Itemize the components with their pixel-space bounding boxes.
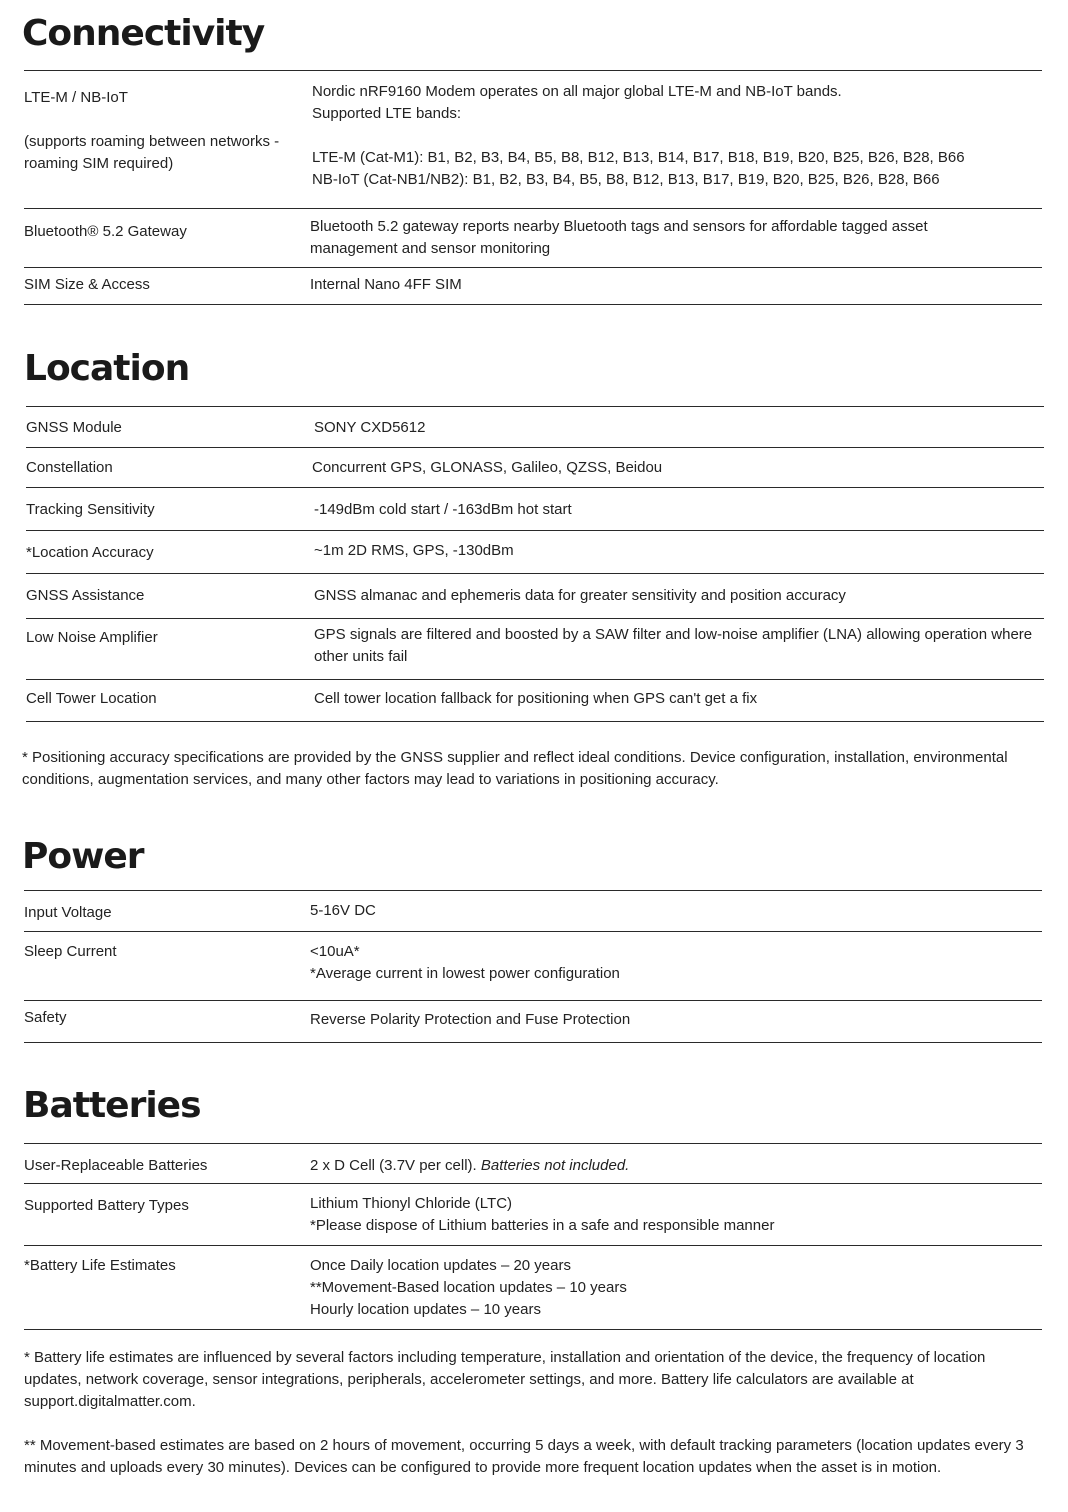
table-row <box>26 448 1044 488</box>
lte-value: Nordic nRF9160 Modem operates on all major global LTE-M and NB-IoT bands. Supported LTE bands: LTE-M (Cat-M1): B1, B2, B3, B4, B5, B8, B12, B13, B14, B17, B18, B19, B20, B25, B26, B28, B66 NB-IoT (Cat-NB1/NB2): B1, B2, B3, B4, B5, B8, B12, B13, B17, B19, B20, B25, B26, B28, B66 <box>312 83 965 188</box>
safety-value: Reverse Polarity Protection and Fuse Protection <box>310 1011 631 1028</box>
bluetooth-value: Bluetooth 5.2 gateway reports nearby Bluetooth tags and sensors for affordable tagged asset management and sensor monitoring <box>310 218 928 257</box>
movement-footnote: ** Movement-based estimates are based on 2 hours of movement, occurring 5 days a week, with default tracking parameters (location updates every 3 minutes and uploads every 30 minutes). Devices can be configured to provide more frequent location updates when the asset is in motion. <box>24 1437 1024 1476</box>
location-label: Cell Tower Location <box>26 690 157 707</box>
location-label: GNSS Assistance <box>26 587 145 604</box>
location-value: Concurrent GPS, GLONASS, Galileo, QZSS, Beidou <box>312 459 663 476</box>
location-value: ~1m 2D RMS, GPS, -130dBm <box>314 542 514 559</box>
table-row <box>24 891 1042 932</box>
battery-life-footnote: * Battery life estimates are influenced by several factors including temperature, installation and orientation of the device, the frequency of location updates, network coverage, sensor integrations, peripherals, accelerometer settings, and more. Battery life calculators are available at support.digitalmatter.com. <box>24 1349 986 1410</box>
location-value: Cell tower location fallback for positioning when GPS can't get a fix <box>314 690 758 707</box>
battery-types-value: Lithium Thionyl Chloride (LTC) *Please dispose of Lithium batteries in a safe and responsible manner <box>310 1195 775 1234</box>
batteries-table <box>24 1143 1042 1330</box>
safety-label: Safety <box>24 1009 67 1026</box>
location-label: Low Noise Amplifier <box>26 629 158 646</box>
location-value: GPS signals are filtered and boosted by a SAW filter and low-noise amplifier (LNA) allowing operation where other units fail <box>314 626 1033 665</box>
table-row <box>26 488 1044 531</box>
sleep-current-value: <10uA* *Average current in lowest power configuration <box>310 943 620 982</box>
lte-label-note: (supports roaming between networks - roaming SIM required) <box>24 133 280 172</box>
location-label: Tracking Sensitivity <box>26 501 155 518</box>
table-row <box>26 619 1044 680</box>
location-label: GNSS Module <box>26 419 122 436</box>
bluetooth-label: Bluetooth® 5.2 Gateway <box>24 223 187 240</box>
location-value: -149dBm cold start / -163dBm hot start <box>314 501 572 518</box>
table-row <box>26 407 1044 448</box>
location-table <box>26 406 1044 722</box>
table-row <box>24 71 1042 209</box>
input-voltage-label: Input Voltage <box>24 904 112 921</box>
location-label: Constellation <box>26 459 113 476</box>
sim-label: SIM Size & Access <box>24 276 150 293</box>
table-row <box>24 209 1042 268</box>
input-voltage-value: 5-16V DC <box>310 902 376 919</box>
table-row <box>24 932 1042 1001</box>
table-row <box>26 680 1044 722</box>
user-replaceable-value: 2 x D Cell (3.7V per cell). Batteries not included. <box>310 1157 630 1174</box>
table-row <box>26 531 1044 574</box>
table-row <box>26 574 1044 619</box>
table-row <box>24 1184 1042 1246</box>
table-row <box>24 1144 1042 1184</box>
location-heading: Location <box>24 348 190 389</box>
sleep-current-label: Sleep Current <box>24 943 117 960</box>
batteries-not-included: Batteries not included. <box>480 1157 630 1174</box>
battery-types-label: Supported Battery Types <box>24 1197 189 1214</box>
location-value: GNSS almanac and ephemeris data for greater sensitivity and position accuracy <box>314 587 846 604</box>
location-footnote: * Positioning accuracy specifications are provided by the GNSS supplier and reflect ideal conditions. Device configuration, installation, environmental conditions, augmentation services, and many other factors may lead to variations in positioning accuracy. <box>22 749 1008 788</box>
table-row <box>24 1246 1042 1330</box>
table-row <box>24 268 1042 305</box>
power-heading: Power <box>22 836 144 877</box>
sim-value: Internal Nano 4FF SIM <box>310 276 462 293</box>
table-row <box>24 1001 1042 1043</box>
connectivity-table <box>24 70 1042 305</box>
batteries-heading: Batteries <box>23 1085 201 1126</box>
location-value: SONY CXD5612 <box>314 419 426 436</box>
battery-life-value: Once Daily location updates – 20 years **Movement-Based location updates – 10 years Hourly location updates – 10 years <box>310 1257 627 1318</box>
battery-life-label: *Battery Life Estimates <box>24 1257 176 1274</box>
user-replaceable-label: User-Replaceable Batteries <box>24 1157 208 1174</box>
lte-label: LTE-M / NB-IoT (supports roaming between networks - roaming SIM required) <box>24 89 280 172</box>
power-table <box>24 890 1042 1043</box>
location-label: *Location Accuracy <box>26 544 154 561</box>
connectivity-heading: Connectivity <box>22 13 265 54</box>
